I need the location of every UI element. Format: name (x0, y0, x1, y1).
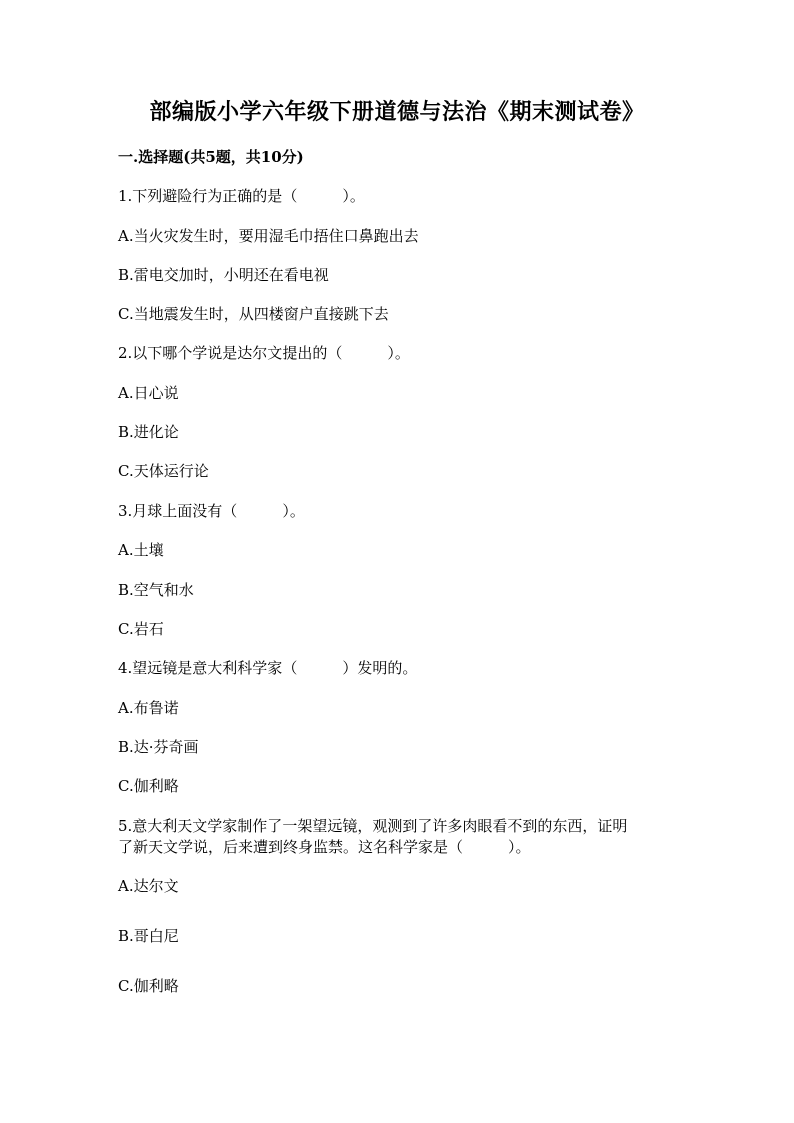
question-5-stem-line-1: 5.意大利天文学家制作了一架望远镜，观测到了许多肉眼看不到的东西，证明 (118, 817, 628, 835)
question-4-option-a: A.布鲁诺 (118, 699, 179, 717)
question-2-option-c: C.天体运行论 (118, 462, 209, 480)
question-5-stem-line-2: 了新天文学说，后来遭到终身监禁。这名科学家是（ ）。 (118, 838, 531, 856)
question-3-option-c: C.岩石 (118, 620, 164, 638)
question-4-option-c: C.伽利略 (118, 777, 179, 795)
question-4-stem: 4.望远镜是意大利科学家（ ）发明的。 (118, 659, 418, 677)
question-1-option-c: C.当地震发生时，从四楼窗户直接跳下去 (118, 305, 389, 323)
question-1-stem: 1.下列避险行为正确的是（ ）。 (118, 187, 365, 205)
question-4-option-b: B.达·芬奇画 (118, 738, 199, 756)
question-3-option-b: B.空气和水 (118, 581, 194, 599)
page-title: 部编版小学六年级下册道德与法治《期末测试卷》 (149, 99, 645, 125)
question-2-option-a: A.日心说 (118, 384, 179, 402)
question-5-option-a: A.达尔文 (118, 877, 179, 895)
section-heading: 一.选择题(共5题，共10分) (118, 148, 304, 166)
question-5-option-b: B.哥白尼 (118, 927, 179, 945)
question-3-option-a: A.土壤 (118, 541, 164, 559)
question-5-option-c: C.伽利略 (118, 977, 179, 995)
question-3-stem: 3.月球上面没有（ ）。 (118, 502, 305, 520)
question-1-option-b: B.雷电交加时，小明还在看电视 (118, 266, 329, 284)
question-2-option-b: B.进化论 (118, 423, 179, 441)
question-1-option-a: A.当火灾发生时，要用湿毛巾捂住口鼻跑出去 (118, 227, 419, 245)
question-2-stem: 2.以下哪个学说是达尔文提出的（ ）。 (118, 344, 410, 362)
